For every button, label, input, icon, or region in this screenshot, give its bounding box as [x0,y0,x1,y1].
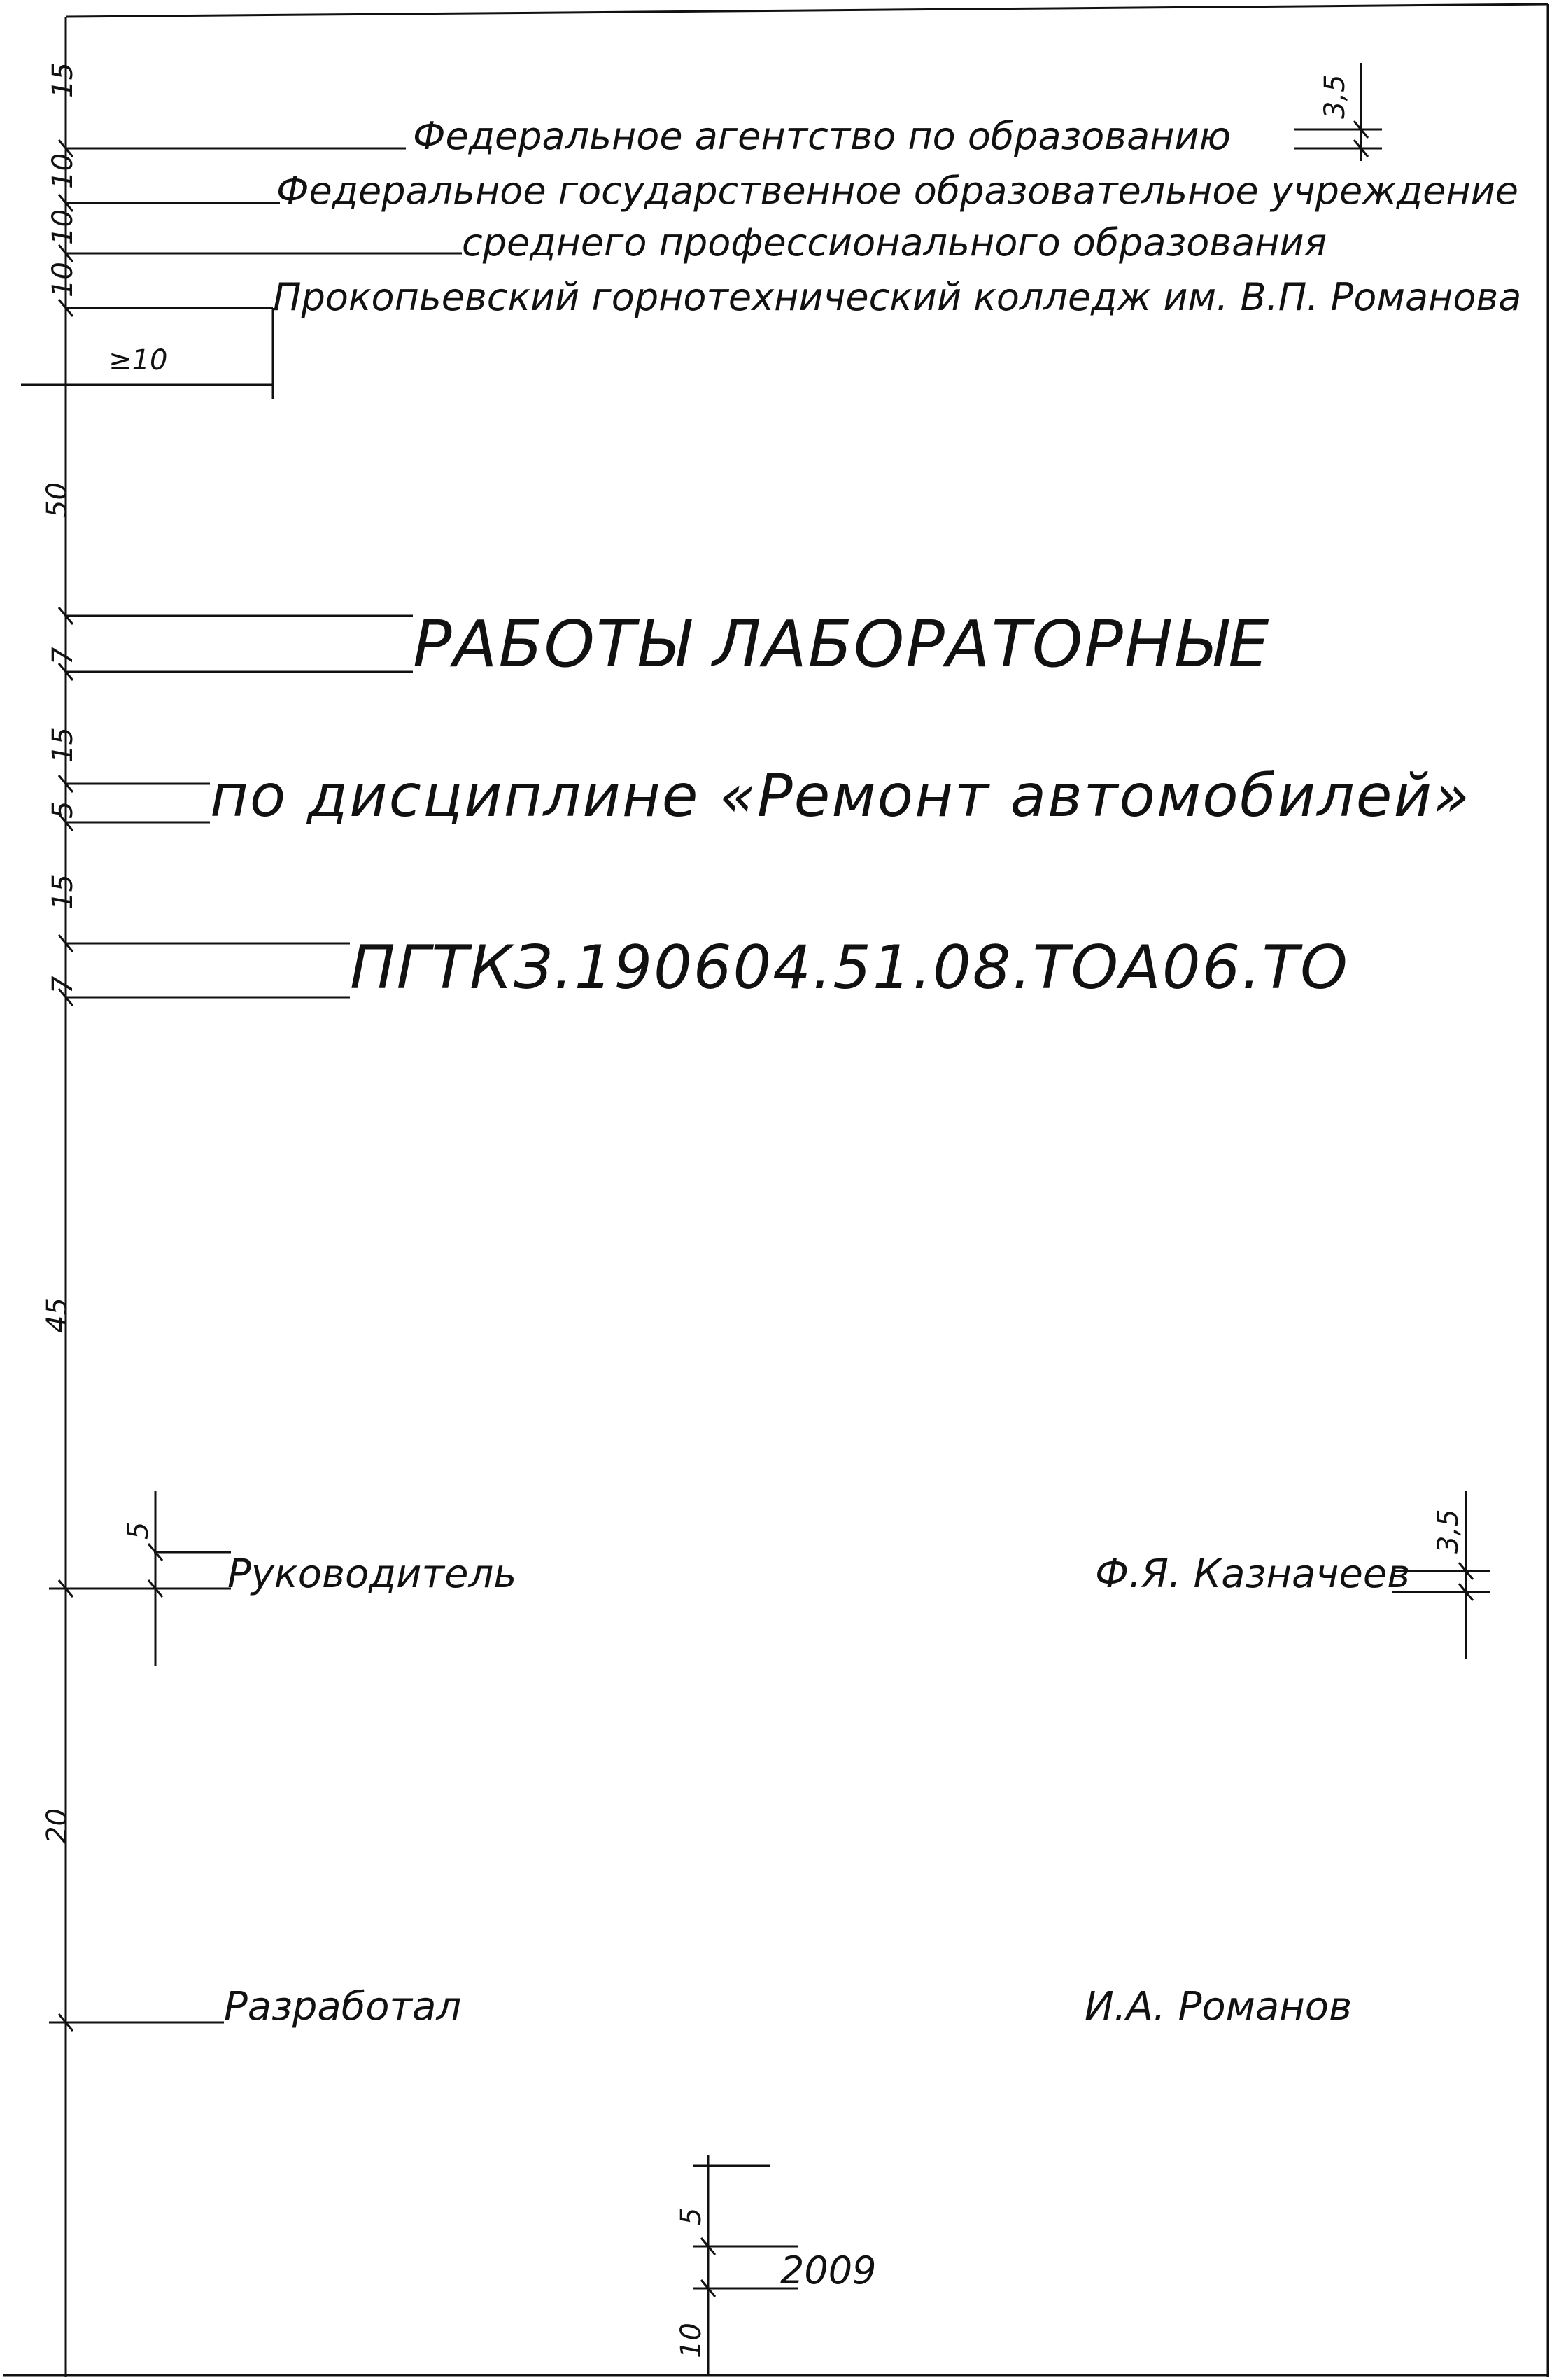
header-college-name: Прокопьевский горнотехнический колледж им. В.П. Романова [273,275,1522,319]
header-education-level: среднего профессионального образования [462,220,1327,265]
dim-left-6: 7 [47,647,79,665]
header-agency: Федеральное агентство по образованию [413,114,1232,158]
dim-left-8: 5 [47,801,79,819]
header-institution-type: Федеральное государственное образовательное учреждение [276,169,1519,213]
dim-left-11: 45 [41,1297,73,1333]
document-year: 2009 [780,2248,877,2293]
dim-left-12: 20 [41,1808,73,1844]
dim-font-header: 3,5 [1319,74,1351,119]
document-subtitle: по дисциплине «Ремонт автомобилей» [210,761,1471,830]
dim-year-top: 5 [675,2207,707,2225]
supervisor-role: Руководитель [227,1551,517,1597]
dim-left-2: 10 [47,153,79,189]
document-title: РАБОТЫ ЛАБОРАТОРНЫЕ [413,607,1271,682]
dim-year-bottom: 10 [675,2323,707,2358]
dim-indent: ≥10 [108,344,168,376]
dim-left-9: 15 [47,874,79,910]
dim-left-1: 15 [47,62,79,98]
dim-left-4: 10 [47,262,79,297]
dim-left-5: 50 [41,482,73,518]
dim-left-7: 15 [47,727,79,763]
dim-font-supervisor-name: 3,5 [1432,1509,1465,1554]
supervisor-name: Ф.Я. Казначеев [1095,1551,1411,1597]
dim-font-supervisor-role: 5 [122,1521,155,1540]
document-code: ПГТКЗ.190604.51.08.ТОА06.ТО [350,933,1349,1003]
author-name: И.А. Романов [1085,1984,1353,2029]
author-role: Разработал [224,1984,462,2029]
dim-left-10: 7 [47,976,79,994]
frame-top [66,4,1548,17]
dim-left-3: 10 [47,209,79,245]
